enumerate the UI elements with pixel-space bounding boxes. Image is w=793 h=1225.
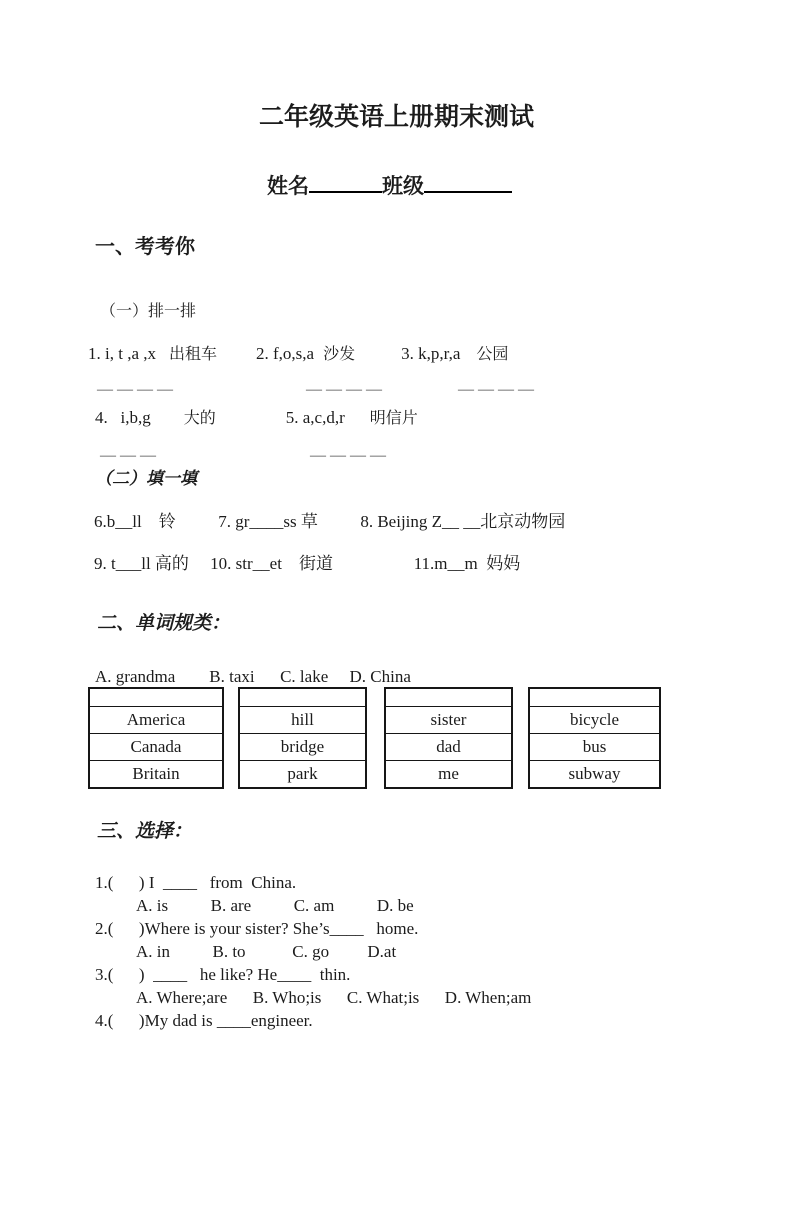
class-label: 班级 (382, 175, 424, 198)
arrange-item-5: 5. a,c,d,r (285, 408, 345, 427)
table-cell: Britain (89, 761, 223, 789)
table-header-cell (385, 688, 512, 707)
question-2-stem: 2.( )Where is your sister? She’s____ home. (95, 919, 419, 938)
answer-blank-2: — — — — (306, 381, 382, 398)
answer-blank-3: — — — — (458, 381, 534, 398)
table-cell: bus (529, 734, 660, 761)
question-2-options: A. in B. to C. go D.at (136, 942, 397, 961)
arrange-item-3: 3. k,p,r,a (401, 344, 461, 363)
arrange-hint-4: 大的 (183, 410, 216, 427)
question-4-stem: 4.( )My dad is ____engineer. (95, 1011, 313, 1030)
table-header-cell (529, 688, 660, 707)
arrange-row-1 (88, 344, 793, 365)
fill-line-1: 6.b__ll 铃 7. gr____ss 草 8. Beijing Z__ __北京动物园 (94, 512, 566, 531)
table-cell: bridge (239, 734, 366, 761)
arrange-item-1: 1. i, t ,a ,x (88, 344, 156, 363)
question-3-options: A. Where;are B. Who;is C. What;is D. When;am (136, 988, 532, 1007)
fill-line-2: 9. t___ll 高的 10. str__et 街道 11.m__m 妈妈 (94, 554, 521, 573)
page-title: 二年级英语上册期末测试 (258, 103, 534, 131)
arrange-hint-5: 明信片 (369, 410, 418, 427)
arrange-item-4: 4. i,b,g (95, 408, 151, 427)
table-header-cell (239, 688, 366, 707)
table-cell: bicycle (529, 707, 660, 734)
answer-blank-4: — — — (100, 447, 156, 464)
table-cell: dad (385, 734, 512, 761)
sort-table-3 (384, 687, 513, 789)
table-cell: hill (239, 707, 366, 734)
table-cell: America (89, 707, 223, 734)
name-class-line (267, 171, 793, 199)
arrange-item-2: 2. f,o,s,a (256, 344, 315, 363)
word-sort-tables (88, 687, 793, 789)
table-cell: park (239, 761, 366, 789)
choice-questions (0, 871, 793, 1032)
name-label: 姓名 (267, 175, 309, 198)
question-1-stem: 1.( ) I ____ from China. (95, 873, 297, 892)
arrange-subheading: （一）排一排 (100, 303, 197, 320)
table-cell: me (385, 761, 512, 789)
fill-subheading: （二）填一填 (95, 469, 197, 488)
section-three-heading: 三、选择： (97, 821, 193, 842)
table-cell: Canada (89, 734, 223, 761)
question-1-options: A. is B. are C. am D. be (136, 896, 414, 915)
arrange-hint-1: 出租车 (169, 346, 218, 363)
word-bank: A. grandma B. taxi C. lake D. China (95, 667, 411, 686)
question-3-stem: 3.( ) ____ he like? He____ thin. (95, 965, 351, 984)
answer-dashes-row-2 (100, 448, 793, 464)
table-header-cell (89, 688, 223, 707)
answer-blank-5: — — — — (310, 447, 386, 464)
section-one-heading: 一、考考你 (95, 236, 195, 258)
sort-table-4 (528, 687, 661, 789)
arrange-hint-2: 沙发 (323, 346, 356, 363)
sort-table-1 (88, 687, 224, 789)
answer-blank-1: — — — — (97, 381, 173, 398)
arrange-row-2 (95, 408, 793, 429)
table-cell: sister (385, 707, 512, 734)
name-blank (309, 171, 382, 193)
table-cell: subway (529, 761, 660, 789)
arrange-hint-3: 公园 (476, 346, 509, 363)
answer-dashes-row-1 (97, 382, 793, 398)
sort-table-2 (238, 687, 367, 789)
class-blank (424, 171, 512, 193)
section-two-heading: 二、单词规类： (97, 613, 231, 634)
